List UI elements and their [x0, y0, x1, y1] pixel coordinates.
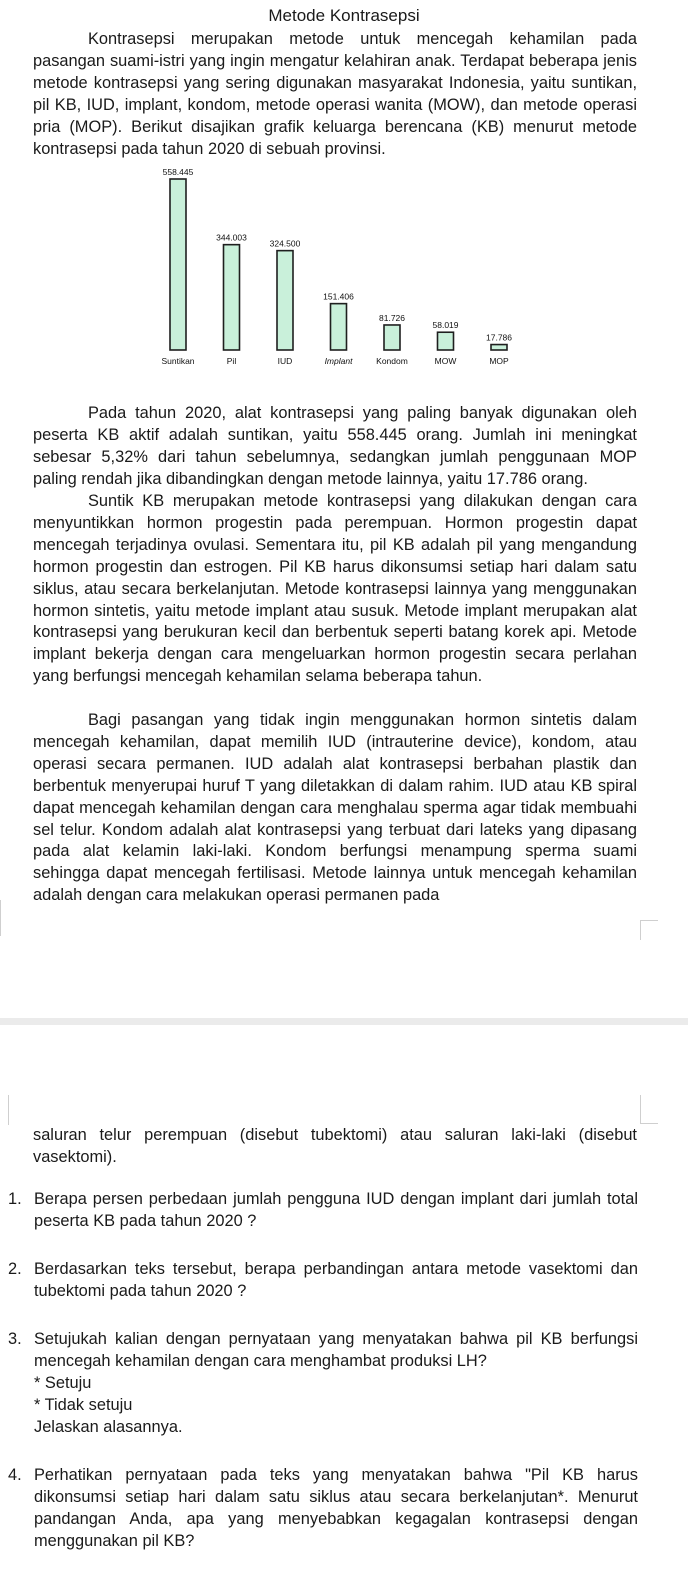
category-label: MOW	[434, 356, 457, 366]
question-item	[8, 1189, 638, 1233]
bar-suntikan	[170, 179, 186, 350]
explain-prompt: Jelaskan alasannya.	[34, 1417, 183, 1436]
category-label: Suntikan	[161, 356, 195, 366]
contraception-bar-chart	[150, 165, 520, 380]
question-text: Perhatikan pernyataan pada teks yang menyatakan bahwa "Pil KB harus dikonsumsi setiap hari dalam satu siklus atau secara berkelanjutan*. Menurut pandangan Anda, apa yang menyebabkan kegagalan kontrasepsi dengan menggunakan pil KB?	[34, 1466, 638, 1550]
bar-value-label: 558.445	[162, 167, 194, 177]
bar-value-label: 324.500	[269, 238, 301, 249]
bar-value-label: 344.003	[216, 232, 247, 243]
paragraph-continuation: saluran telur perempuan (disebut tubektomi) atau saluran laki-laki (disebut vasektomi).	[33, 1126, 637, 1166]
question-number: 1.	[8, 1190, 22, 1208]
page-corner-mark	[640, 920, 641, 940]
bar-pil	[224, 245, 240, 350]
page-corner-mark	[0, 900, 1, 936]
page-break-divider	[0, 1018, 688, 1025]
page-title: Metode Kontrasepsi	[268, 6, 420, 25]
bar-value-label: 81.726	[379, 312, 405, 323]
question-item	[8, 1259, 638, 1303]
category-label: Implant	[324, 356, 353, 366]
category-label: Kondom	[376, 356, 408, 366]
page-corner-mark	[640, 1095, 641, 1123]
category-label: MOP	[489, 356, 509, 366]
intro-paragraph: Kontrasepsi merupakan metode untuk mencegah kehamilan pada pasangan suami-istri yang ingin mengatur kelahiran anak. Terdapat beberapa jenis metode kontrasepsi yang sering digunakan masyarakat Indonesia, yaitu suntikan, pil KB, IUD, implant, kondom, metode operasi wanita (MOW), dan metode operasi pria (MOP). Berikut disajikan grafik keluarga berencana (KB) menurut metode kontrasepsi pada tahun 2020 di sebuah provinsi.	[33, 30, 637, 158]
bar-mop	[491, 345, 507, 350]
bar-value-label: 151.406	[323, 291, 354, 302]
paragraph-usage-2020: Pada tahun 2020, alat kontrasepsi yang paling banyak digunakan oleh peserta KB aktif adalah suntikan, yaitu 558.445 orang. Jumlah ini meningkat sebesar 5,32% dari tahun sebelumnya, sedangkan jumlah penggunaan MOP paling rendah jika dibandingkan dengan metode lainnya, yaitu 17.786 orang.	[33, 404, 637, 488]
option-disagree: * Tidak setuju	[34, 1395, 133, 1414]
question-text: Setujukah kalian dengan pernyataan yang menyatakan bahwa pil KB berfungsi mencegah kehamilan dengan cara menghambat produksi LH?	[34, 1330, 638, 1370]
bar-mow	[438, 332, 454, 350]
question-text: Berdasarkan teks tersebut, berapa perbandingan antara metode vasektomi dan tubektomi pada tahun 2020 ?	[34, 1260, 638, 1300]
category-label: IUD	[277, 356, 293, 366]
bar-kondom	[384, 325, 400, 350]
question-number: 3.	[8, 1330, 22, 1348]
bar-value-label: 58.019	[432, 320, 459, 331]
page-corner-mark	[640, 1123, 658, 1124]
bar-iud	[277, 251, 293, 350]
option-agree: * Setuju	[34, 1373, 92, 1392]
bar-value-label: 17.786	[486, 332, 512, 343]
question-text: Berapa persen perbedaan jumlah pengguna IUD dengan implant dari jumlah total peserta KB pada tahun 2020 ?	[34, 1190, 638, 1230]
category-label: Pil	[226, 356, 237, 366]
paragraph-hormonal-methods: Suntik KB merupakan metode kontrasepsi yang dilakukan dengan cara menyuntikkan hormon progestin pada perempuan. Hormon progestin dapat mencegah terjadinya ovulasi. Sementara itu, pil KB adalah pil yang mengandung hormon progestin dan estrogen. Pil KB harus dikonsumsi setiap hari dalam satu siklus, atau secara berkelanjutan. Metode kontrasepsi lainnya yang menggunakan hormon sintetis, yaitu metode implant atau susuk. Metode implant merupakan alat kontrasepsi yang berukuran kecil dan berbentuk seperti batang korek api. Metode implant bekerja dengan cara mengeluarkan hormon progestin secara perlahan yang berfungsi mencegah kehamilan selama beberapa tahun.	[33, 492, 637, 686]
page-corner-mark	[640, 920, 658, 921]
bar-implant	[331, 304, 347, 350]
page-corner-mark	[8, 1095, 9, 1125]
question-number: 2.	[8, 1260, 22, 1278]
paragraph-non-hormonal-methods: Bagi pasangan yang tidak ingin menggunakan hormon sintetis dalam mencegah kehamilan, dapat memilih IUD (intrauterine device), kondom, atau operasi secara permanen. IUD adalah alat kontrasepsi berbahan plastik dan berbentuk menyerupai huruf T yang diletakkan di dalam rahim. IUD atau KB spiral dapat mencegah kehamilan dengan cara menghalau sperma agar tidak membuahi sel telur. Kondom adalah alat kontrasepsi yang terbuat dari lateks yang dipasang pada alat kelamin laki-laki. Kondom berfungsi menampung sperma suami sehingga dapat mencegah fertilisasi. Metode lainnya untuk mencegah kehamilan adalah dengan cara melakukan operasi permanen pada	[33, 711, 637, 905]
question-number: 4.	[8, 1466, 22, 1484]
question-item	[8, 1329, 638, 1439]
question-item	[8, 1465, 638, 1553]
